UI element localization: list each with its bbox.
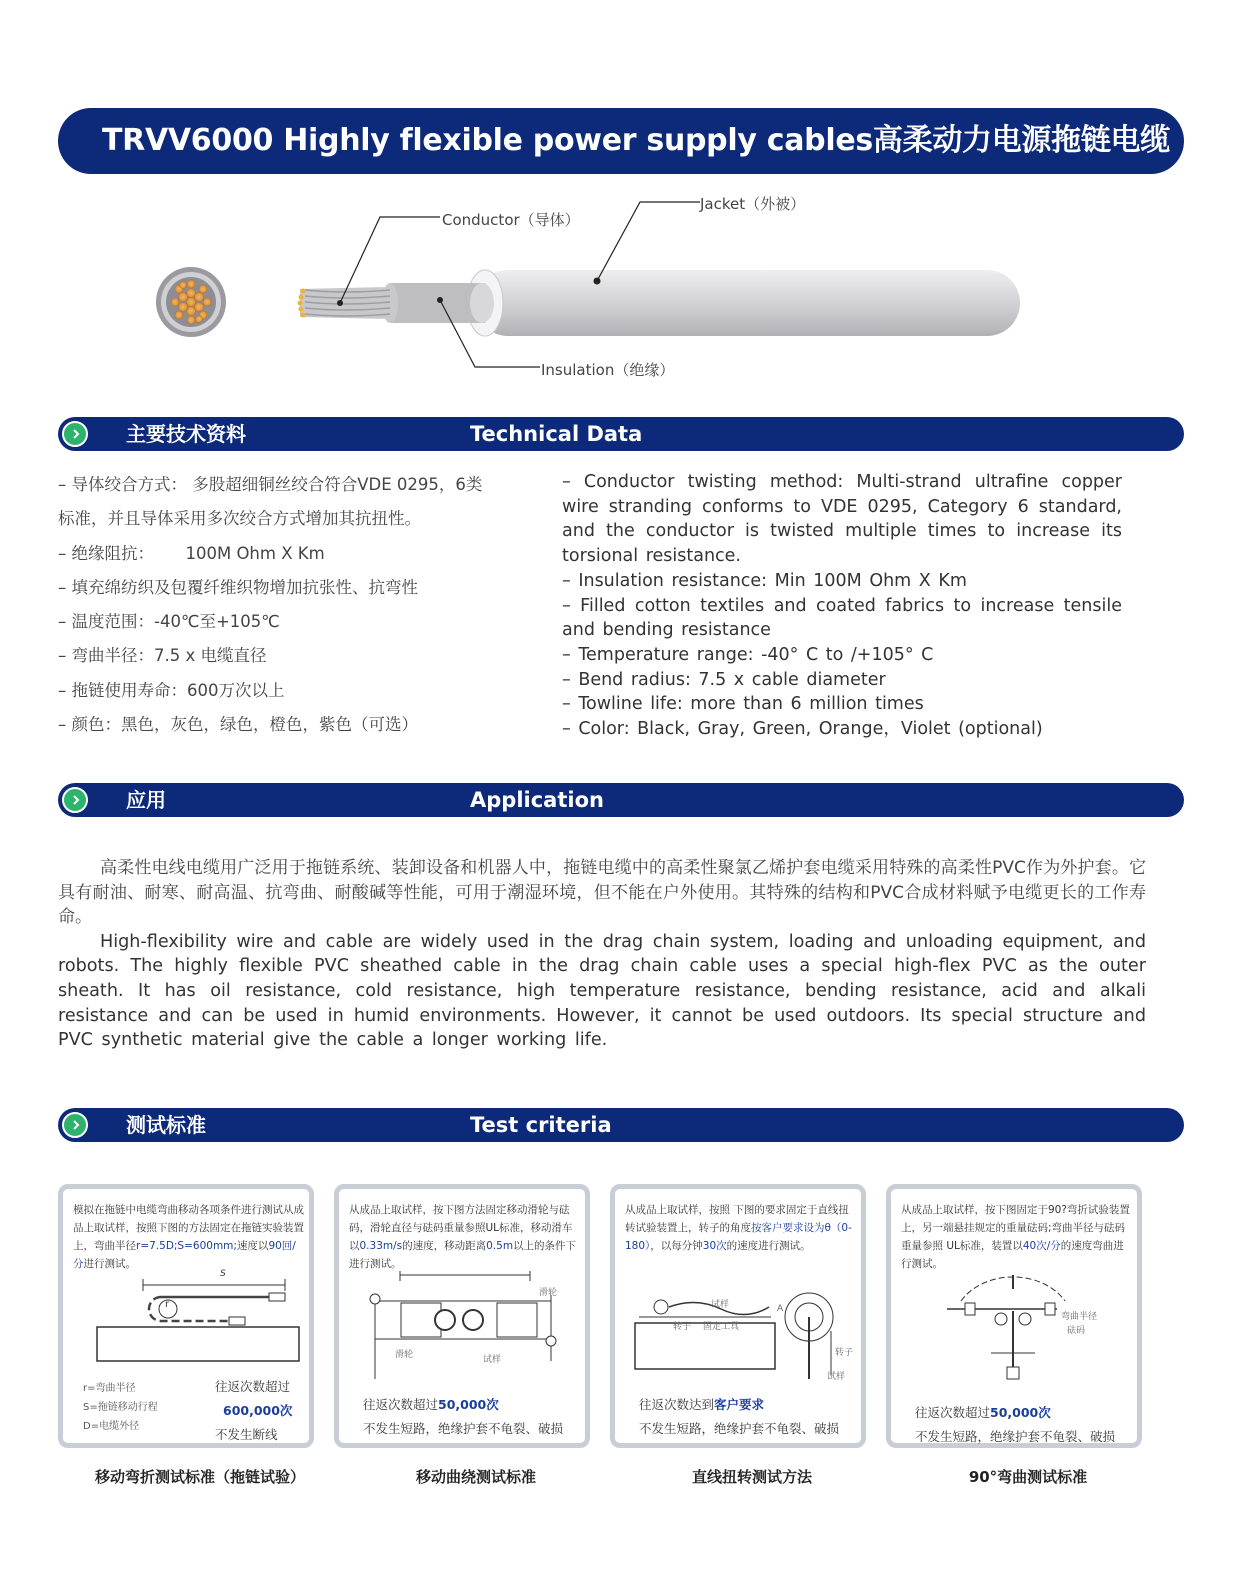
application-paragraph-en: High-flexibility wire and cable are widely used in the drag chain system, loading and unloading equipment, and robots. The highly flexible PVC sheathed cable in the drag chain cable uses a special high-flex PVC as the outer sheath. It has oil resistance, cold resistance, high temperature resistance, bending resistance, acid and alkali resistance and can be used in humid environments. However, it cannot be used outdoors. Its special structure and PVC synthetic material give the cable a longer working life. [58,931,1146,1051]
tech-item-cn: – 拖链使用寿命：600万次以上 [58,680,285,700]
chevron-right-icon [62,421,88,447]
tech-item-cn: – 填充绵纺织及包覆纤维织物增加抗张性、抗弯性 [58,577,418,597]
tech-item-cn: – 绝缘阻抗： 100M Ohm X Km [58,543,325,563]
application-paragraph-cn: 高柔性电线电缆用广泛用于拖链系统、装卸设备和机器人中，拖链电缆中的高柔性聚氯乙烯护套电缆采用特殊的高柔性PVC作为外护套。它具有耐油、耐寒、耐高温、抗弯曲、耐酸碱等性能，可用于潮湿环境，但不能在户外使用。其特殊的结构和PVC合成材料赋予电缆更长的工作寿命。 [58,858,1146,928]
tech-item-en: – Insulation resistance: Min 100M Ohm X Km [562,570,967,591]
card-result-2: 不发生断线 [215,1427,278,1442]
tech-item-en: – Towline life: more than 6 million times [562,694,924,715]
tech-item-en: – Color: Black, Gray, Green, Orange，Violet (optional) [562,719,1043,740]
card-description: 从成品上取试样，按照 下图的要求固定于直线扭转试验装置上，转子的角度按客户要求设为θ（0-180），以每分钟30次的速度进行测试。 [625,1204,852,1252]
tech-item-en: – Temperature range: -40° C to /+105° C [562,644,934,665]
jacket-label: Jacket（外被） [700,195,806,213]
fig-label-weight: 砝码 [1067,1326,1086,1336]
test-caption: 直线扭转测试方法 [691,1468,812,1486]
fig-label-rotor: 转子 [835,1348,854,1358]
cable-diagram [140,190,1060,400]
fig-label-radius: 弯曲半径 [1061,1312,1098,1322]
technical-list-en [562,470,1122,742]
section-bar-application [58,783,1184,817]
fig-label-sample: 试样 [483,1355,502,1365]
fig-label-sample: 试样 [827,1372,846,1382]
card-description: 从成品上取试样，按下图固定于90?弯折试验装置上，另一端悬挂规定的重量砝码;弯曲半径与砝码重量参照 UL标准，装置以40次/分的速度弯曲进行测试。 [901,1204,1130,1270]
test-card-bend [886,1184,1142,1448]
technical-list-cn [58,468,548,742]
test-caption: 移动弯折测试标准（拖链试验） [94,1468,305,1486]
test-card-flex [334,1184,590,1448]
tech-item-cn: – 温度范围：-40℃至+105℃ [58,612,280,632]
card-description: 从成品上取试样，按下图方法固定移动滑轮与砝码，滑轮直径与砝码重量参照UL标准，移动滑车以0.33m/s的速度，移动距离0.5m以上的条件下进行测试。 [349,1204,577,1270]
card-result-1: 往返次数达到客户要求 [639,1397,765,1412]
test-card-drag-chain [58,1184,314,1448]
conductor-label: Conductor（导体） [442,211,580,229]
cable-side-view [298,270,1021,336]
fig-label-pulley: 滑轮 [539,1288,558,1298]
card-result-2: 不发生短路，绝缘护套不龟裂、破损 [915,1429,1116,1444]
section-title-en: Test criteria [470,1113,612,1137]
fig-label-sample: 试样 [711,1300,730,1310]
card-result-2: 不发生短路，绝缘护套不龟裂、破损 [363,1421,564,1436]
tech-item-en: – Bend radius: 7.5 x cable diameter [562,669,886,690]
tech-item-cn: – 导体绞合方式： 多股超细铜丝绞合符合VDE 0295，6类 [58,475,483,494]
insulation-label: Insulation（绝缘） [541,361,675,379]
section-bar-tests [58,1108,1184,1142]
test-caption: 90°弯曲测试标准 [968,1468,1088,1486]
test-card-torsion [610,1184,866,1448]
section-bar-technical [58,417,1184,451]
tech-item-cn: – 颜色：黑色，灰色，绿色，橙色，紫色（可选） [58,715,418,735]
page-title: TRVV6000 Highly flexible power supply cables高柔动力电源拖链电缆 [102,123,1170,158]
card-result-2: 不发生短路，绝缘护套不龟裂、破损 [639,1421,840,1436]
application-text [58,856,1146,1053]
chevron-right-icon [62,787,88,813]
fig-label-pulley: 滑轮 [395,1350,414,1360]
chevron-right-icon [62,1112,88,1138]
card-result-1: 往返次数超过50,000次 [363,1397,499,1412]
card-legend: r=弯曲半径 S=拖链移动行程 D=电缆外径 [83,1383,158,1432]
card-result-1: 往返次数超过50,000次 [915,1405,1051,1420]
section-title-en: Technical Data [470,422,643,446]
fig-label-a: A [777,1304,784,1314]
tech-item-cn: – 弯曲半径：7.5 x 电缆直径 [58,646,267,666]
bend-figure [897,1271,1133,1391]
card-result-1: 往返次数超过 [215,1379,291,1394]
tech-item-en: – Conductor twisting method: Multi-strand ultrafine copper wire stranding conforms to VDE 0295, Category 6 standard, and the conductor is twisted multiple times to increase its torsional resistance. [562,472,1122,567]
section-title-cn: 应用 [126,788,166,812]
drag-chain-figure [69,1271,305,1363]
section-title-en: Application [470,788,604,812]
cable-cross-section [156,267,226,337]
fig-label-fixture: 固定工具 [703,1322,740,1332]
section-title-cn: 测试标准 [126,1113,206,1137]
tech-item-en: – Filled cotton textiles and coated fabrics to increase tensile and bending resistance [562,595,1122,641]
fig-label-s: S [220,1269,226,1279]
fig-label-rotor: 转子 [673,1322,692,1332]
card-result-value: 600,000次 [223,1403,293,1418]
tech-item-cn: 标准，并且导体采用多次绞合方式增加其抗扭性。 [58,509,421,529]
section-title-cn: 主要技术资料 [126,422,246,446]
card-description: 模拟在拖链中电缆弯曲移动各项条件进行测试从成品上取试样，按照下图的方法固定在拖链实验装置上，弯曲半径r=7.5D;S=600mm;速度以90回/分进行测试。 [73,1204,304,1270]
test-caption: 移动曲绕测试标准 [415,1468,536,1486]
fig-label-r: r [165,1299,170,1310]
title-banner [58,108,1184,174]
